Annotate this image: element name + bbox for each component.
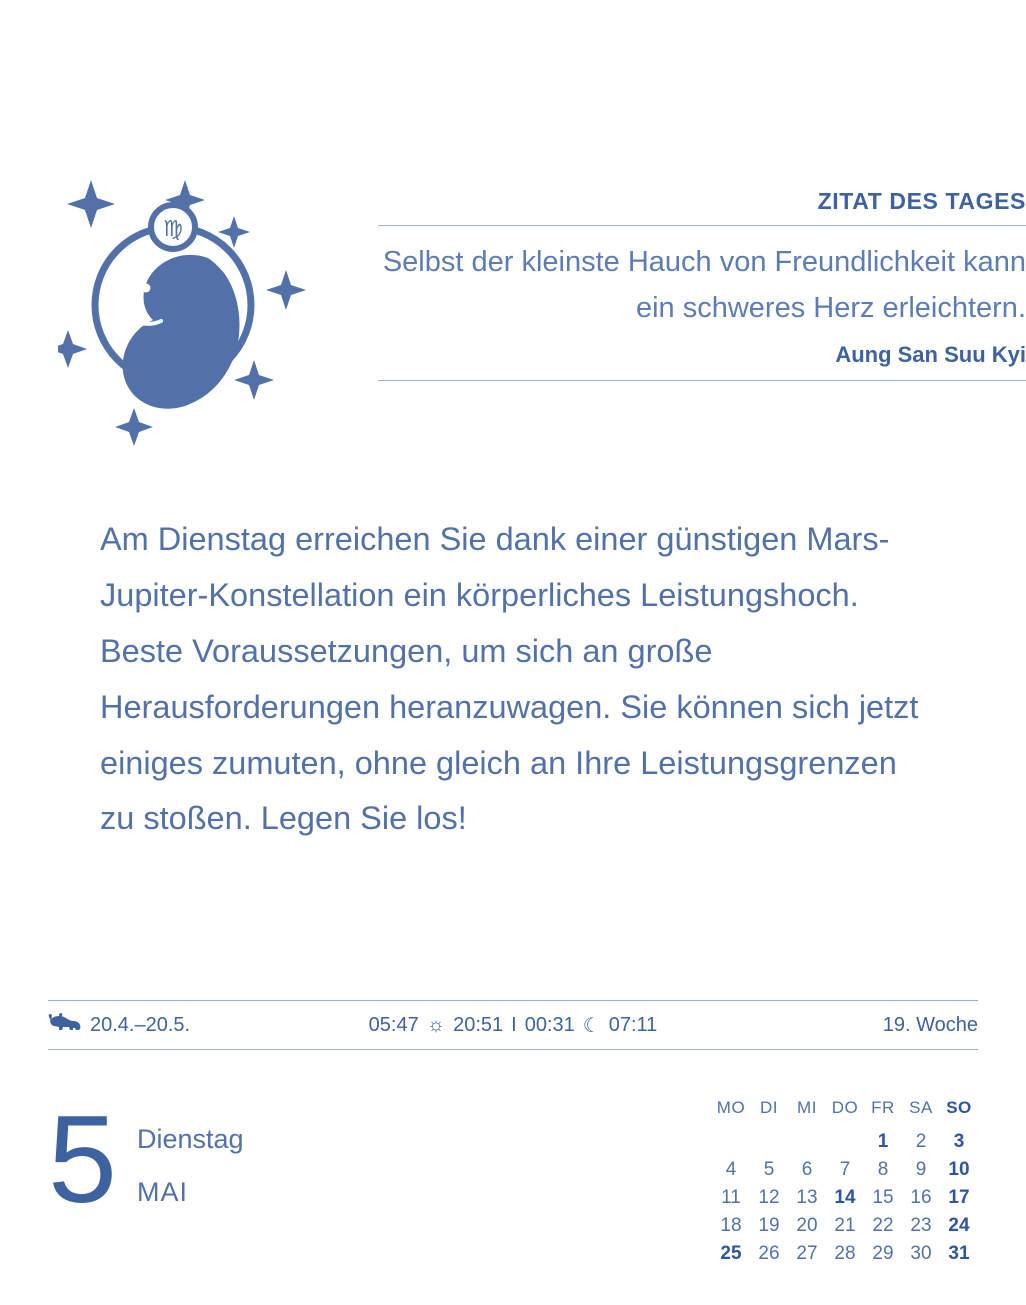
quote-bottom-rule [378,380,1026,381]
week-label: 19. Woche [882,1013,978,1036]
mini-calendar-header-row [712,1094,978,1128]
date-words [115,1124,244,1212]
mini-calendar-day[interactable]: 22 [872,1215,894,1236]
mini-calendar-week-row [712,1156,978,1184]
mini-calendar-day[interactable]: 21 [834,1215,856,1236]
mini-calendar-header-so: SO [946,1098,972,1117]
mini-calendar-day[interactable]: 23 [910,1215,932,1236]
quote-author: Aung San Suu Kyi [835,341,1026,367]
day-number: 5 [48,1091,115,1229]
mini-calendar-day[interactable]: 5 [763,1159,775,1180]
mini-calendar-header-di: DI [760,1098,778,1117]
mini-calendar-week-row [712,1184,978,1212]
zodiac-range-group [48,1012,355,1038]
mini-calendar-day[interactable]: 26 [758,1243,780,1264]
mini-calendar-day[interactable]: 19 [758,1215,780,1236]
time-separator: I [511,1013,517,1036]
mini-calendar-day[interactable]: 7 [839,1159,851,1180]
mini-calendar-day[interactable]: 30 [910,1243,932,1264]
quote-block [378,188,1026,381]
mini-calendar [712,1094,978,1268]
taurus-bull-icon [48,1012,82,1038]
moonrise-time: 00:31 [524,1013,575,1036]
mini-calendar-day[interactable]: 6 [801,1159,813,1180]
mini-calendar-day[interactable]: 16 [910,1187,932,1208]
mini-calendar-header-do: DO [831,1098,859,1117]
mini-calendar-empty [788,1128,826,1156]
horoscope-text: Am Dienstag erreichen Sie dank einer günstigen Mars-Jupiter-Konstellation ein körperliches Leistungshoch. Beste Voraussetzungen, um sich an große Herausforderungen heranzuwagen. Sie können sich jetzt einiges zumuten, ohne gleich an Ihre Leistungsgrenzen zu stoßen. Legen Sie los! [100,521,919,837]
mini-calendar-week-row [712,1212,978,1240]
date-block [48,1091,244,1229]
mini-calendar-day[interactable]: 2 [915,1131,927,1152]
sun-moon-times [355,1013,671,1038]
mini-calendar-day[interactable]: 1 [877,1131,889,1152]
mini-calendar-header-mo: MO [716,1098,746,1117]
mini-calendar-header-sa: SA [909,1098,933,1117]
mini-calendar-day[interactable]: 15 [872,1187,894,1208]
weekday-label: Dienstag [136,1123,244,1154]
info-strip [48,1000,978,1050]
zodiac-range-label: 20.4.–20.5. [90,1013,191,1036]
sun-icon: ☼ [426,1013,446,1036]
moonset-time: 07:11 [608,1013,658,1036]
mini-calendar-day[interactable]: 12 [758,1187,780,1208]
quote-heading: ZITAT DES TAGES [817,188,1026,214]
month-label: MAI [136,1176,188,1207]
mini-calendar-day[interactable]: 29 [872,1243,894,1264]
mini-calendar-empty [712,1128,750,1156]
virgo-zodiac-icon [58,170,348,450]
mini-calendar-header-fr: FR [871,1098,895,1117]
top-area [48,170,1026,460]
mini-calendar-empty [826,1128,864,1156]
mini-calendar-header-mi: MI [797,1098,817,1117]
mini-calendar-day[interactable]: 4 [725,1159,737,1180]
quote-text: Selbst der kleinste Hauch von Freundlichkeit kann ein schweres Herz erleichtern. [382,246,1026,324]
mini-calendar-day[interactable]: 18 [720,1215,742,1236]
mini-calendar-day[interactable]: 8 [877,1159,889,1180]
moon-icon: ☾ [582,1014,601,1037]
mini-calendar-day[interactable]: 27 [796,1243,818,1264]
mini-calendar-day[interactable]: 25 [720,1243,742,1264]
mini-calendar-day[interactable]: 20 [796,1215,818,1236]
mini-calendar-empty [750,1128,788,1156]
sunset-time: 20:51 [453,1013,504,1036]
mini-calendar-week-row [712,1240,978,1268]
mini-calendar-day[interactable]: 14 [834,1187,856,1208]
mini-calendar-day[interactable]: 9 [915,1159,927,1180]
mini-calendar-day[interactable]: 3 [953,1131,965,1152]
mini-calendar-week-row [712,1128,978,1156]
mini-calendar-day[interactable]: 28 [834,1243,856,1264]
mini-calendar-day[interactable]: 11 [721,1187,741,1208]
mini-calendar-day[interactable]: 17 [948,1187,970,1208]
mini-calendar-body [712,1128,978,1268]
mini-calendar-day[interactable]: 24 [948,1215,970,1236]
mini-calendar-day[interactable]: 13 [796,1187,818,1208]
svg-text:♍: ♍ [163,217,183,242]
mini-calendar-day[interactable]: 31 [948,1243,970,1264]
sunrise-time: 05:47 [368,1013,419,1036]
mini-calendar-day[interactable]: 10 [948,1159,970,1180]
